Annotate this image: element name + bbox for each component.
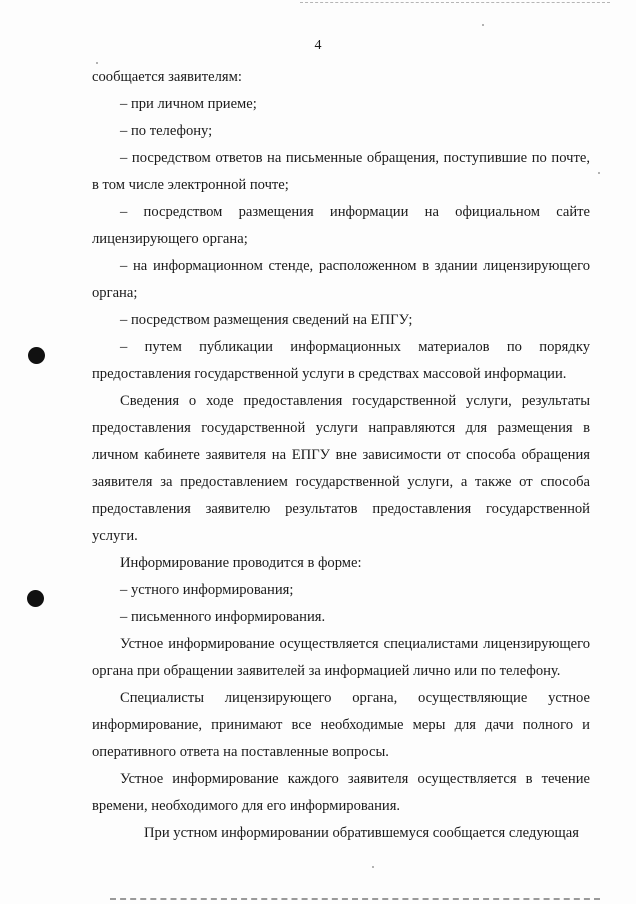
list-item-written: – письменного информирования. xyxy=(120,609,326,625)
list-item-phone: – по телефону; xyxy=(120,123,213,139)
paragraph-specialists: Специалисты лицензирующего органа, осуществляющие устное информирование, принимают все необходимые меры для дачи полного и оперативного ответа на поставленные вопросы. xyxy=(92,690,590,760)
list-item-oral: – устного информирования; xyxy=(120,582,294,598)
hole-punch-mark xyxy=(27,590,44,607)
scan-speck xyxy=(96,62,98,64)
paragraph-oral-content: При устном информировании обратившемуся сообщается следующая xyxy=(144,825,579,841)
scan-artifact-bottom xyxy=(110,898,600,900)
scan-speck xyxy=(482,24,484,26)
paragraph-oral-duration: Устное информирование каждого заявителя осуществляется в течение времени, необходимого для его информирования. xyxy=(92,771,590,814)
list-item-epgu: – посредством размещения сведений на ЕПГУ; xyxy=(120,312,413,328)
scan-speck xyxy=(372,866,374,868)
hole-punch-mark xyxy=(28,347,45,364)
paragraph-continuation: сообщается заявителям: xyxy=(92,69,242,85)
list-item-personal-reception: – при личном приеме; xyxy=(120,96,257,112)
paragraph-oral-informing: Устное информирование осуществляется специалистами лицензирующего органа при обращении заявителей за информацией лично или по телефону. xyxy=(92,636,590,679)
list-item-official-site: – посредством размещения информации на официальном сайте лицензирующего органа; xyxy=(92,204,590,247)
document-body xyxy=(92,64,590,847)
list-item-written-requests: – посредством ответов на письменные обращения, поступившие по почте, в том числе электронной почте; xyxy=(92,150,590,193)
list-item-mass-media: – путем публикации информационных материалов по порядку предоставления государственной услуги в средствах массовой информации. xyxy=(92,339,590,382)
paragraph-progress-info: Сведения о ходе предоставления государственной услуги, результаты предоставления государственной услуги направляются для размещения в личном кабинете заявителя на ЕПГУ вне зависимости от способа обращения заявителя за предоставлением государственной услуги, а также от способа предоставления заявителю результатов предоставления государственной услуги. xyxy=(92,393,590,544)
scan-speck xyxy=(598,172,600,174)
page-number: 4 xyxy=(314,38,322,53)
list-item-info-stand: – на информационном стенде, расположенном в здании лицензирующего органа; xyxy=(92,258,590,301)
scan-artifact-top xyxy=(300,2,610,3)
paragraph-informing-forms: Информирование проводится в форме: xyxy=(120,555,362,571)
